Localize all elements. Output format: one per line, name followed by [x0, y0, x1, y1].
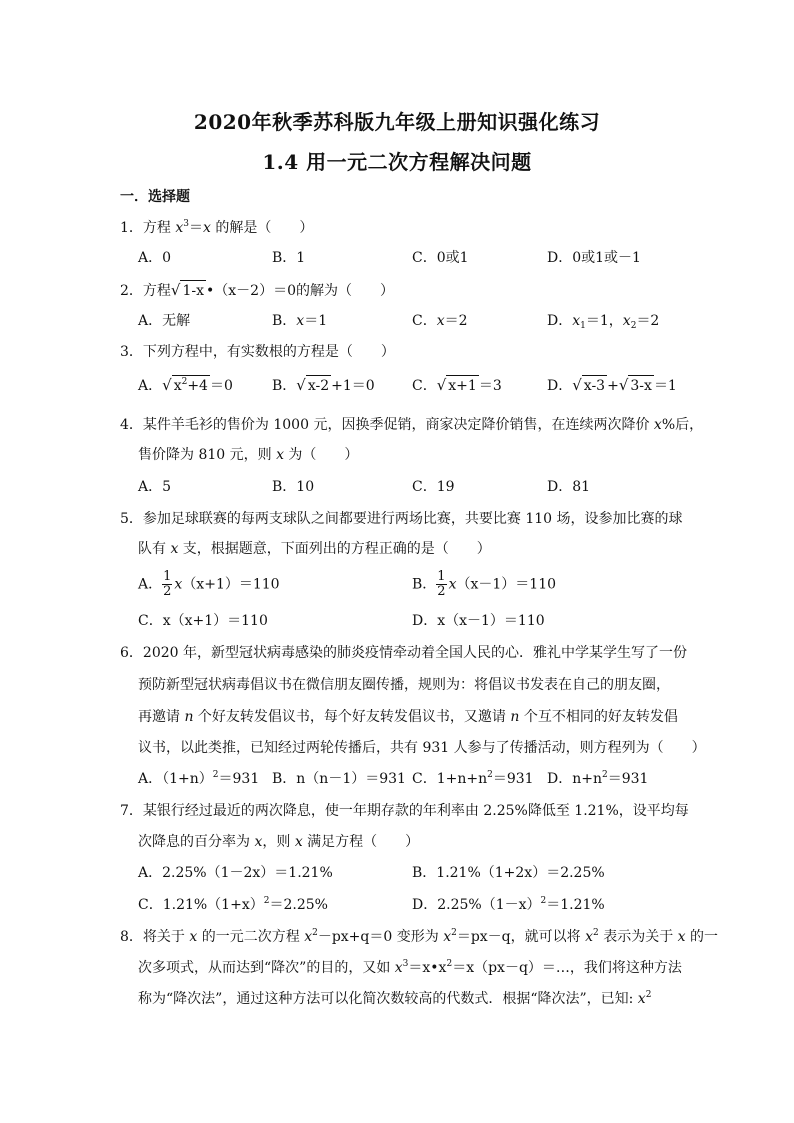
q7-option-b: B．1.21%（1+2x）＝2.25% — [412, 865, 605, 881]
q1-option-d: D．0或1或－1 — [547, 250, 641, 266]
question-8-line-2: 次多项式，从而达到“降次”的目的，又如 $x^3=x•x^2=x(px-q)=\dots$，我们将这种方法 — [138, 959, 682, 976]
q3-option-c: C．√ x+1 ＝3 — [412, 376, 502, 394]
q1-option-c: C．0或1 — [412, 250, 469, 266]
q5-option-c: C．x（x+1）＝110 — [138, 613, 268, 629]
question-7-line-2: 次降息的百分率为 x，则 x 满足方程（ ） — [138, 834, 420, 850]
q4-option-a: A．5 — [138, 479, 172, 495]
question-5-line-2: 队有 x 支，根据题意，下面列出的方程正确的是（ ） — [138, 541, 491, 557]
q5-option-b: B． $\frac{1}{2}$ x（x－1）＝110 — [412, 569, 557, 599]
q4-option-d: D．81 — [547, 479, 591, 495]
q7-option-d: D．$2.25\%(1-x)^2=1.21\%$ — [412, 896, 605, 913]
q7-option-a: A．2.25%（1－2x）＝1.21% — [138, 865, 333, 881]
q1-option-b: B．1 — [272, 250, 306, 266]
section-heading: 一．选择题 — [120, 189, 190, 205]
page-title: 2020年秋季苏科版九年级上册知识强化练习 — [193, 110, 601, 134]
q6-option-b: B．n（n－1）＝931 — [272, 771, 406, 787]
q2-option-d: D．$x_1=1$，$x_2=2$ — [547, 313, 660, 331]
q4-option-c: C．19 — [412, 479, 455, 495]
question-8-line-3: 称为“降次法”，通过这种方法可以化简次数较高的代数式．根据“降次法”，已知: $x^2$ — [138, 990, 652, 1007]
q2-option-a: A．无解 — [138, 313, 191, 329]
question-6-line-2: 预防新型冠状病毒倡议书在微信朋友圈传播，规则为：将倡议书发表在自己的朋友圈， — [138, 677, 670, 693]
q2-option-b: B．x＝1 — [272, 313, 328, 329]
question-2: 2．方程√ 1-x •（x－2）＝0的解为（ ） — [120, 281, 394, 299]
question-1: 1．方程 $x^3=x$ 的解是（ ） — [120, 219, 314, 236]
q4-option-b: B．10 — [272, 479, 315, 495]
q5-option-d: D．x（x－1）＝110 — [412, 613, 545, 629]
q6-option-d: D．$n+n^2=931$ — [547, 770, 649, 787]
radical-sign: √ — [572, 376, 582, 394]
question-6-line-4: 议书，以此类推，已知经过两轮传播后，共有 931 人参与了传播活动，则方程列为（ ） — [138, 740, 706, 756]
radical-sign: √ — [436, 376, 447, 394]
q6-option-c: C．$1+n+n^2=931$ — [412, 770, 534, 787]
question-4-line-2: 售价降为 810 元，则 x 为（ ） — [138, 447, 359, 463]
q3-option-d: D．√ x-3 +√ 3-x ＝1 — [547, 376, 677, 394]
q1-option-a: A．0 — [138, 250, 172, 266]
radical-sign: √ — [170, 281, 181, 299]
page-subtitle: 1.4 用一元二次方程解决问题 — [262, 150, 532, 174]
question-6-line-1: 6．2020 年，新型冠状病毒感染的肺炎疫情牵动着全国人民的心．雅礼中学某学生写了一份 — [120, 645, 687, 661]
radical-sign: √ — [296, 376, 306, 394]
question-3: 3．下列方程中，有实数根的方程是（ ） — [120, 344, 395, 360]
radical-sign: √ — [618, 376, 629, 394]
question-5-line-1: 5．参加足球联赛的每两支球队之间都要进行两场比赛，共要比赛 110 场，设参加比赛的球 — [120, 511, 683, 527]
q2-option-c: C．x＝2 — [412, 313, 468, 329]
q3-option-a: A．√ $x^2+4 =0$ — [138, 376, 233, 394]
q5-option-a: A． $\frac{1}{2}$ x（x+1）＝110 — [138, 569, 280, 599]
question-8-line-1: 8．将关于 x 的一元二次方程 $x^2-px+q=0$ 变形为 $x^2=px-q$，就可以将 $x^2$ 表示为关于 x 的一 — [120, 928, 719, 945]
q7-option-c: C．$1.21\%(1+x)^2=2.25\%$ — [138, 896, 328, 913]
q3-option-b: B．√ x-2 +1＝0 — [272, 376, 375, 394]
q6-option-a: A．$(1+n)^2=931$ — [138, 770, 260, 787]
radical-sign: √ — [162, 376, 172, 394]
question-6-line-3: 再邀请 n 个好友转发倡议书，每个好友转发倡议书，又邀请 n 个互不相同的好友转发倡 — [138, 709, 678, 725]
question-7-line-1: 7．某银行经过最近的两次降息，使一年期存款的年利率由 2.25%降低至 1.21%，设平均每 — [120, 803, 689, 819]
question-4-line-1: 4．某件羊毛衫的售价为 1000 元，因换季促销，商家决定降价销售，在连续两次降价 x%后， — [120, 417, 704, 433]
